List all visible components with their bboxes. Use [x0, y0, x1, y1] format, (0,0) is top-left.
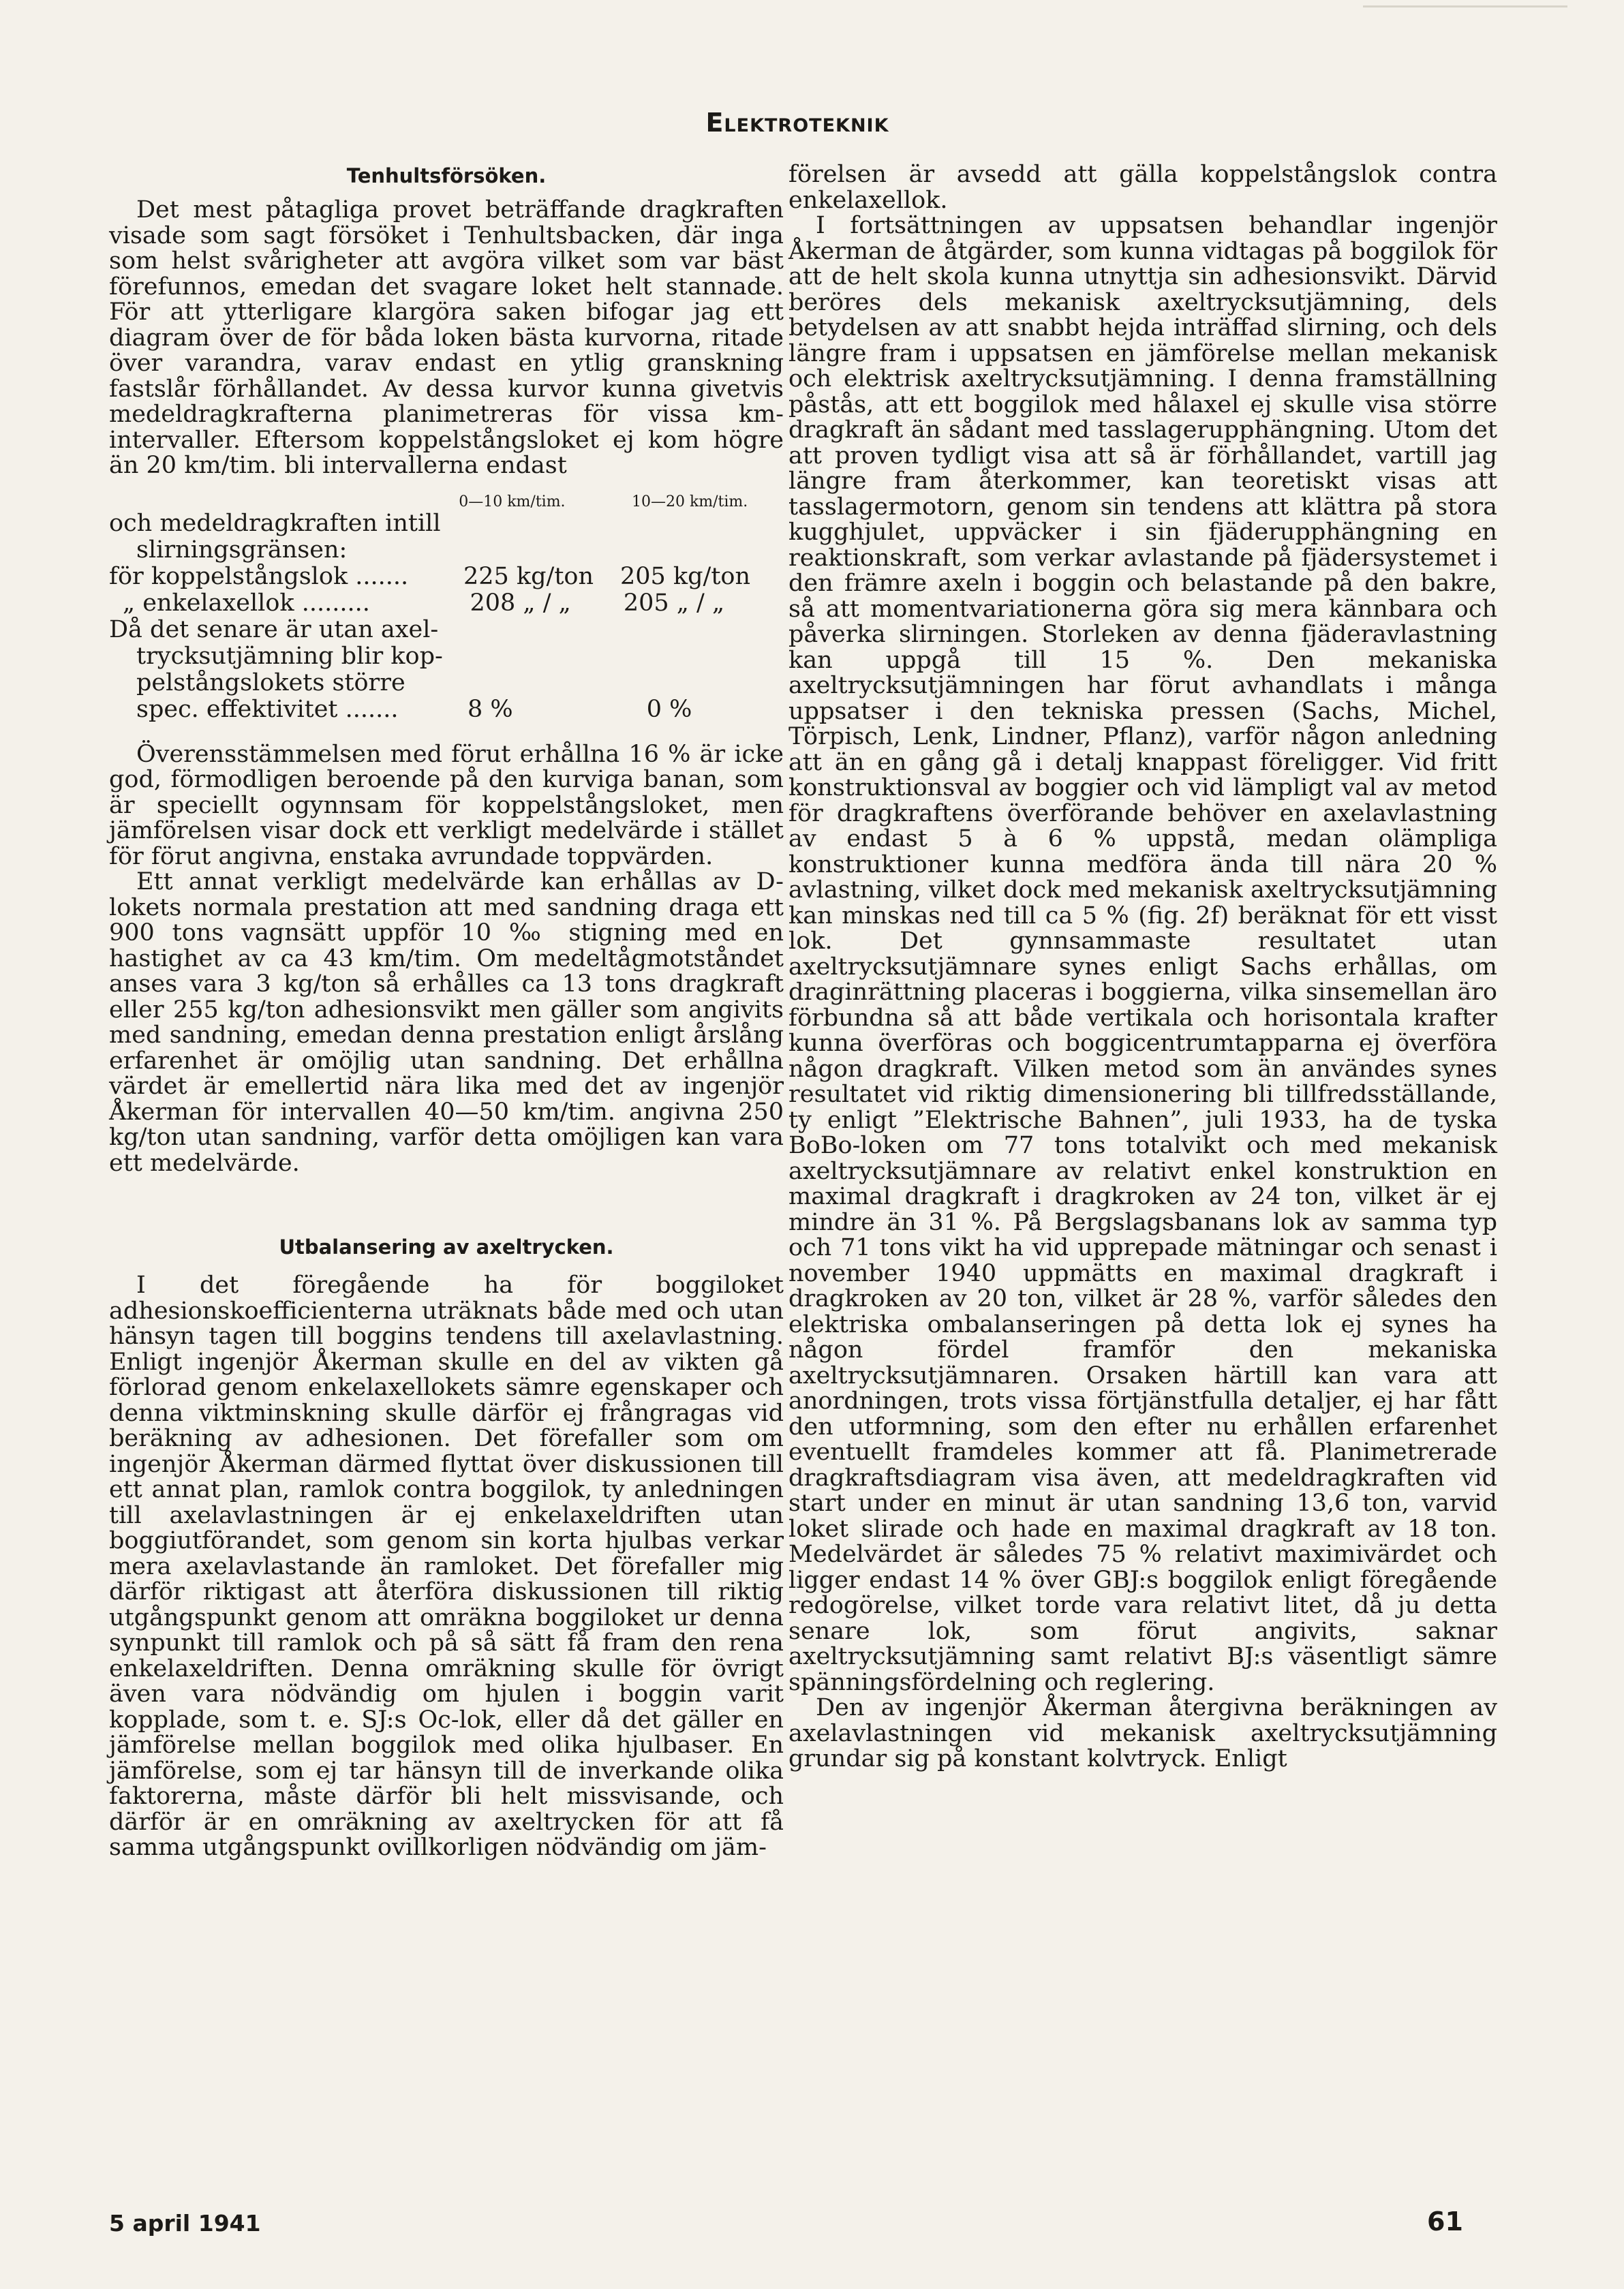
table-row	[109, 617, 784, 643]
table-col2-head: 10—20 km/tim.	[631, 493, 748, 510]
table-row-value-1: 208 „ / „	[470, 589, 571, 617]
left-paragraph-2: Överensstämmelsen med förut erhållna 16 % är icke god, förmodligen beroende på den kurviga banan, som är speciellt ogynnsam för koppelstångsloket, men jämförelsen visar dock ett verkligt medelvärde i stället för förut angivna, enstaka avrundade toppvärden.	[109, 740, 784, 870]
table-row-label: Då det senare är utan axel-	[109, 616, 439, 643]
table-row	[109, 696, 784, 723]
section-heading-utbalansering: Utbalansering av axeltrycken.	[279, 1235, 614, 1259]
section-heading-tenhult: Tenhultsförsöken.	[346, 164, 547, 187]
right-paragraph-2: I fortsättningen av uppsatsen behandlar ingenjör Åkerman de åtgärder, som kunna vidtagas på boggilok för att de helt skola kunna utnyttja sin adhesionsvikt. Därvid beröres dels mekanisk axeltrycksutjämning, dels betydelsen av att snabbt hejda inträffad slirning, och dels längre fram i uppsatsen en jämförelse mellan mekanisk och elektrisk axeltrycksutjämning. I denna framställning påstås, att ett boggilok med hålaxel ej skulle visa större dragkraft än sådant med tasslagerupphängning. Utom det att proven tydligt visa att så är förhållandet, vartill jag längre fram återkommer, kan teoretiskt visas att tasslagermotorn, genom sin tendens att klättra på stora kugghjulet, uppväcker i sin fjäderupphängning en reaktionskraft, som verkar avlastande på fjädersystemet i den främre axeln i boggin och belastande på den bakre, så att momentvariationerna göra sig mera kännbara och påverka slirningen. Storleken av denna fjäderavlastning kan uppgå till 15 %. Den mekaniska axeltrycksutjämningen har förut avhandlats i många uppsatser i den tekniska pressen (Sachs, Michel, Törpisch, Lenk, Lindner, Pflanz), varför någon anledning att än en gång gå i detalj knappast föreligger. Vid fritt konstruktionsval av boggier och vid lämpligt val av metod för dragkraftens överförande behöver en axelavlastning av endast 5 à 6 % uppstå, medan olämpliga konstruktioner kunna medföra ända till nära 20 % avlastning, vilket dock med mekanisk axeltrycksutjämning kan minskas ned till ca 5 % (fig. 2f) beräknat för ett visst lok. Det gynnsammaste resultatet utan axeltrycksutjämnare synes enligt Sachs erhållas, om draginrättning placeras i boggierna, vilka sinsemellan äro förbundna så att både vertikala och horisontala krafter kunna överföras och boggicentrumtapparna ej överföra någon dragkraft. Vilken metod som än användes synes resultatet vid riktig dimensionering bli tillfredsställande, ty enligt ”Elektrische Bahnen”, juli 1933, ha de tyska BoBo-loken om 77 tons totalvikt och med mekanisk axeltrycksutjämnare av relativt enkel konstruktion en maximal dragkraft i dragkroken av 24 ton, vilket är ej mindre än 31 %. På Bergslagsbanans lok av samma typ och 71 tons vikt ha vid upprepade mätningar och senast i november 1940 uppmätts en maximal dragkraft i dragkroken av 20 ton, vilket är 28 %, varför således den elektriska ombalanseringen på detta lok ej synes ha någon fördel framför den mekaniska axeltrycksutjämnaren. Orsaken härtill kan vara att anordningen, trots vissa förtjänstfulla detaljer, ej har fått den utformning, som den efter nu erhållen erfarenhet eventuellt framdeles kommer att få. Planimetrerade dragkraftsdiagram visa även, att medeldragkraften vid start under en minut är utan sandning 13,6 ton, varvid loket slirade och hade en maximal dragkraft av 18 ton. Medelvärdet är således 75 % relativt maximivärdet och ligger endast 14 % över GBJ:s boggilok enligt föregående redogörelse, vilket torde vara relativt litet, då ju detta senare lok, som förut angivits, saknar axeltrycksutjämning samt relativt BJ:s väsentligt sämre spänningsfördelning och reglering.	[788, 212, 1497, 1696]
table-row	[109, 537, 784, 564]
dragkraft-table	[109, 489, 784, 723]
table-row-label: „ enkelaxellok .........	[123, 589, 370, 617]
table-header-row	[109, 489, 784, 510]
table-row-label: pelstångslokets större	[136, 669, 405, 696]
table-row-label: spec. effektivitet .......	[136, 696, 399, 723]
left-paragraph-4: I det föregående ha för boggiloket adhesionskoefficienterna uträknats både med och utan hänsyn tagen till boggins tendens till axelavlastning. Enligt ingenjör Åkerman skulle en del av vikten gå förlorad genom enkelaxellokets sämre egenskaper och denna viktminskning skulle därför ej frångragas vid beräkning av adhesionen. Det förefaller som om ingenjör Åkerman därmed flyttat över diskussionen till ett annat plan, ramlok contra boggilok, ty anledningen till axelavlastningen är ej enkelaxeldriften utan boggiutförandet, som genom sin korta hjulbas verkar mera axelavlastande än ramloket. Det förefaller mig därför riktigast att återföra diskussionen till riktig utgångspunkt genom att omräkna boggiloket ur denna synpunkt till ramlok och på så sätt få fram den rena enkelaxeldriften. Denna omräkning skulle för övrigt även vara nödvändig om hjulen i boggin varit kopplade, som t. e. SJ:s Oc-lok, eller då det gäller en jämförelse mellan boggilok med olika hjulbaser. En jämförelse, som ej tar hänsyn till de inverkande olika faktorerna, måste därför bli helt missvisande, och därför är en omräkning av axeltrycken för att få samma utgångspunkt ovillkorligen nödvändig om jäm-	[109, 1272, 784, 1861]
table-row-label: och medeldragkraften intill	[109, 510, 441, 537]
table-row-label: trycksutjämning blir kop-	[136, 643, 443, 670]
table-row-value-2: 0 %	[646, 695, 692, 723]
table-col1-head: 0—10 km/tim.	[459, 493, 566, 510]
table-row-value-2: 205 „ / „	[623, 589, 725, 617]
right-paragraph-1: förelsen är avsedd att gälla koppelstångslok contra enkelaxellok.	[788, 161, 1497, 214]
right-paragraph-3: Den av ingenjör Åkerman återgivna beräkningen av axelavlastningen vid mekanisk axeltrycksutjämning grundar sig på konstant kolvtryck. Enligt	[788, 1694, 1497, 1772]
page-edge-line	[1363, 5, 1567, 7]
issue-date: 5 april 1941	[109, 2210, 261, 2237]
table-row-label: slirningsgränsen:	[136, 536, 348, 564]
table-row-value-1: 225 kg/ton	[463, 562, 594, 590]
table-row	[109, 643, 784, 670]
page-number: 61	[1427, 2207, 1463, 2237]
table-row-value-2: 205 kg/ton	[620, 562, 751, 590]
table-row-value-1: 8 %	[467, 695, 513, 723]
left-paragraph-3: Ett annat verkligt medelvärde kan erhållas av D-lokets normala prestation att med sandning draga ett 900 tons vagnsätt uppför 10 ‰ stigning med en hastighet av ca 43 km/tim. Om medeltågmotståndet anses vara 3 kg/ton så erhålles ca 13 tons dragkraft eller 255 kg/ton adhesionsvikt men gäller som angivits med sandning, emedan denna prestation enligt årslång erfarenhet är omöjlig utan sandning. Det erhållna värdet är emellertid nära lika med det av ingenjör Åkerman för intervallen 40—50 km/tim. angivna 250 kg/ton utan sandning, varför detta omöjligen kan vara ett medelvärde.	[109, 868, 784, 1177]
table-row	[109, 564, 784, 590]
table-row	[109, 590, 784, 617]
left-column	[109, 162, 784, 1861]
table-row	[109, 670, 784, 696]
right-column	[788, 162, 1497, 1772]
table-row-label: för koppelstångslok .......	[109, 563, 409, 590]
running-head: Elektroteknik	[705, 108, 889, 138]
left-paragraph-1: Det mest påtagliga provet beträffande dragkraften visade som sagt försöket i Tenhultsbacken, där inga som helst svårigheter att avgöra vilket som var bäst förefunnos, emedan det svagare loket helt stannade. För att ytterligare klargöra saken bifogar jag ett diagram över de för båda loken bästa kurvorna, ritade över varandra, varav endast en ytlig granskning fastslår förhållandet. Av dessa kurvor kunna givetvis medeldragkrafterna planimetreras för vissa km-intervaller. Eftersom koppelstångsloket ej kom högre än 20 km/tim. bli intervallerna endast	[109, 196, 784, 479]
